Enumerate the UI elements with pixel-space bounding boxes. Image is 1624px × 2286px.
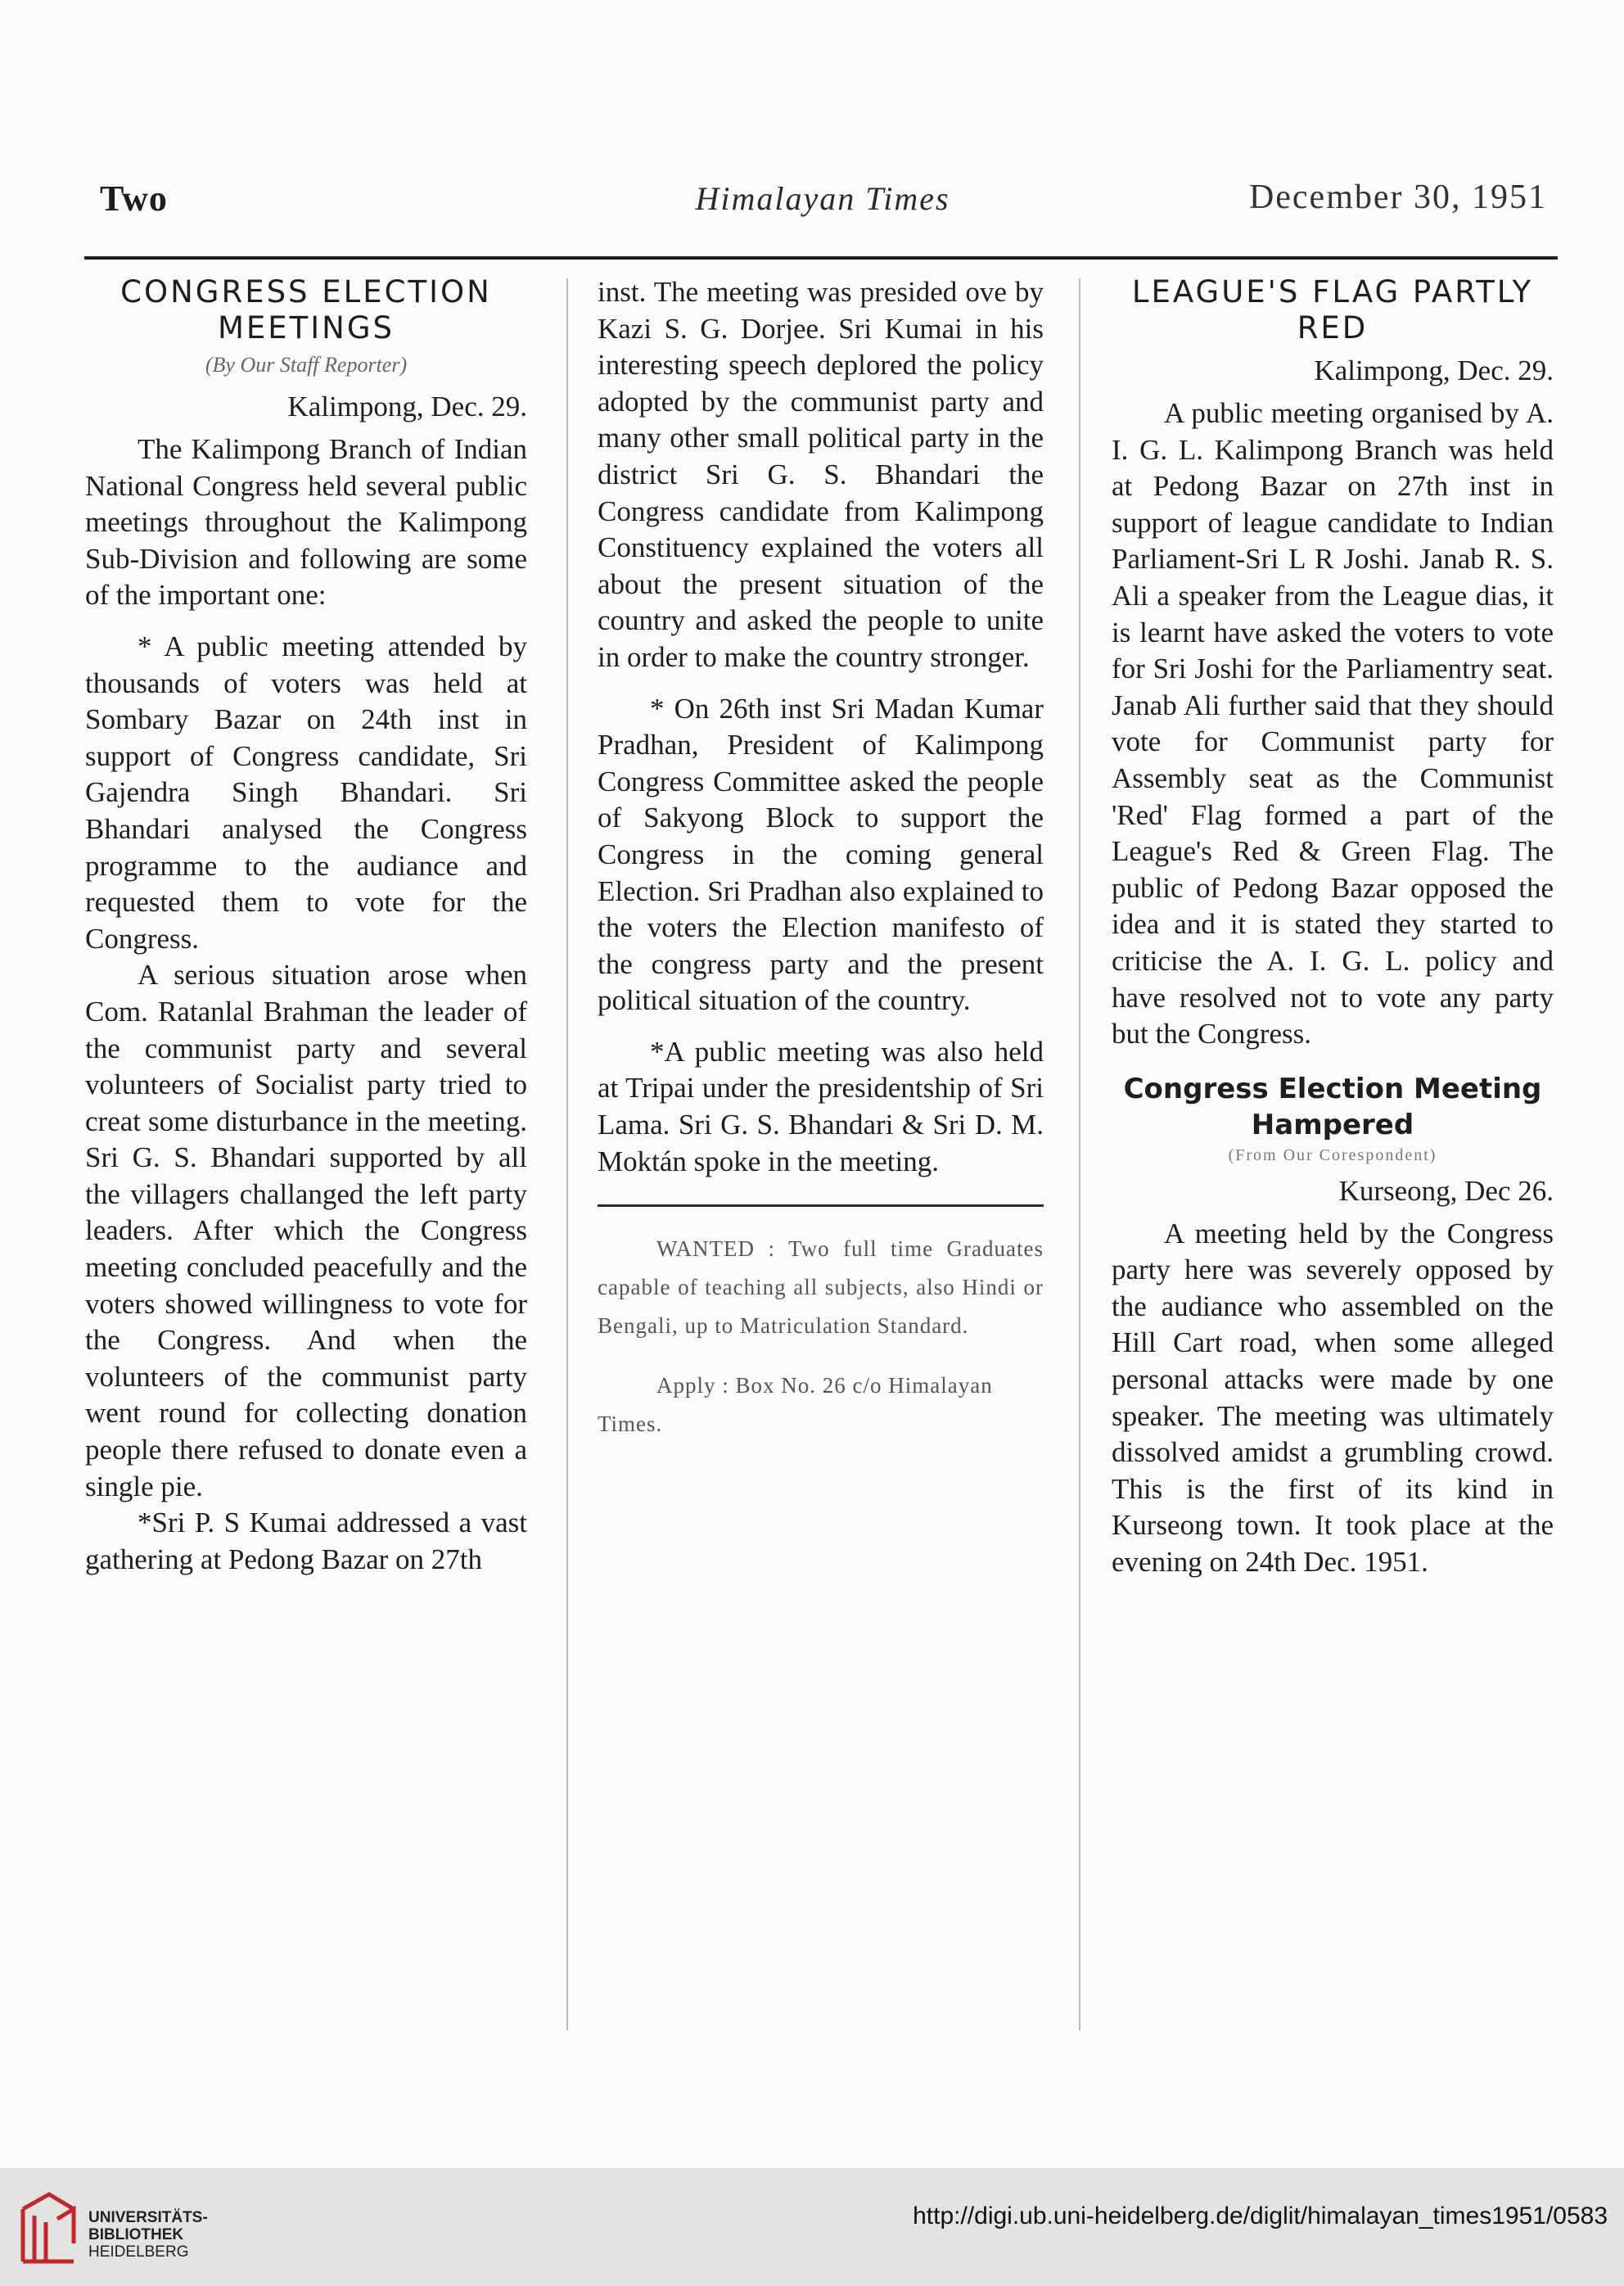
classified-ad-apply: Apply : Box No. 26 c/o Himalayan Times. xyxy=(598,1373,993,1437)
library-name-line: BIBLIOTHEK xyxy=(88,2226,184,2243)
dateline: Kurseong, Dec 26. xyxy=(1338,1174,1554,1207)
header-rule xyxy=(84,256,1558,260)
article-paragraph: The Kalimpong Branch of Indian National Congress held several public meetings throughout the Kalimpong Sub-Division and following are some of the important one: xyxy=(85,433,527,612)
byline: (By Our Staff Reporter) xyxy=(205,353,408,377)
column-2 xyxy=(598,274,1044,1443)
article-heading: Congress Election Meeting Hampered xyxy=(1123,1072,1542,1141)
issue-date: December 30, 1951 xyxy=(1248,178,1547,216)
dateline: Kalimpong, Dec. 29. xyxy=(1314,355,1554,386)
page-label: Two xyxy=(100,178,168,219)
column-3 xyxy=(1112,274,1554,1581)
byline: (From Our Corespondent) xyxy=(1228,1145,1437,1164)
article-paragraph: *Sri P. S Kumai addressed a vast gathering at Pedong Bazar on 27th xyxy=(85,1507,527,1575)
article-paragraph: inst. The meeting was presided ove by Kazi S. G. Dorjee. Sri Kumai in his interesting speech deplored the policy adopted by the communist party and many other small political party in the district Sri G. S. Bhandari the Congress candidate from Kalimpong Constituency explained the voters all about the present situation of the country and asked the people to unite in order to make the country stronger. xyxy=(598,276,1044,673)
library-name xyxy=(88,2209,208,2261)
article-heading: LEAGUE'S FLAG PARTLY RED xyxy=(1131,274,1534,346)
library-footer xyxy=(0,2168,1624,2286)
masthead: Himalayan Times xyxy=(695,180,950,217)
article-paragraph: A public meeting organised by A. I. G. L. Kalimpong Branch was held at Pedong Bazar on 27th inst in support of league candidate to Indian Parliament-Sri L R Joshi. Janab R. S. Ali a speaker from the League dias, it is learnt have asked the voters to vote for Sri Joshi for the Parliamentry seat. Janab Ali further said that they should vote for Communist party for Assembly seat as the Communist 'Red' Flag formed a part of the League's Red & Green Flag. The public of Pedong Bazar opposed the idea and it is stated they started to criticise the A. I. G. L. policy and have resolved not to vote any party but the Congress. xyxy=(1112,397,1554,1050)
section-rule xyxy=(598,1204,1044,1207)
column-divider xyxy=(566,278,568,2031)
column-1 xyxy=(85,274,527,1578)
article-paragraph: A serious situation arose when Com. Ratanlal Brahman the leader of the communist party and several volunteers of Socialist party tried to creat some disturbance in the meeting. Sri G. S. Bhandari supported by all the villagers challanged the left party leaders. After which the Congress meeting concluded peacefully and the voters showed willingness to vote for the Congress. And when the volunteers of the communist party went round for collecting donation people there refused to donate even a single pie. xyxy=(85,959,527,1502)
classified-ad: WANTED : Two full time Graduates capable of teaching all subjects, also Hindi or Bengali, up to Matriculation Standard. xyxy=(598,1236,1044,1339)
article-paragraph: * A public meeting attended by thousands of voters was held at Sombary Bazar on 24th inst in support of Congress candidate, Sri Gajendra Singh Bhandari. Sri Bhandari analysed the Congress programme to the audiance and requested them to vote for the Congress. xyxy=(85,630,527,955)
article-paragraph: *A public meeting was also held at Tripai under the presidentship of Sri Lama. Sri G. S. Bhandari & Sri D. M. Moktán spoke in the meeting. xyxy=(598,1035,1044,1177)
column-divider xyxy=(1079,278,1080,2031)
article-paragraph: * On 26th inst Sri Madan Kumar Pradhan, President of Kalimpong Congress Committee asked the people of Sakyong Block to support the Congress in the coming general Election. Sri Pradhan also explained to the voters the Election manifesto of the congress party and the present political situation of the country. xyxy=(598,692,1044,1017)
article-heading: CONGRESS ELECTION MEETINGS xyxy=(120,274,492,346)
source-url[interactable]: http://digi.ub.uni-heidelberg.de/diglit/himalayan_times1951/0583 xyxy=(913,2202,1608,2230)
dateline: Kalimpong, Dec. 29. xyxy=(287,391,527,422)
library-name-line: HEIDELBERG xyxy=(88,2243,189,2261)
article-paragraph: A meeting held by the Congress party here was severely opposed by the audiance who assembled on the Hill Cart road, when some alleged personal attacks were made by one speaker. The meeting was ultimately dissolved amidst a grumbling crowd. This is the first of its kind in Kurseong town. It took place at the evening on 24th Dec. 1951. xyxy=(1112,1217,1554,1579)
page-header xyxy=(90,168,1555,225)
library-name-line: UNIVERSITÄTS- xyxy=(88,2209,208,2226)
library-logo-icon xyxy=(16,2186,80,2268)
